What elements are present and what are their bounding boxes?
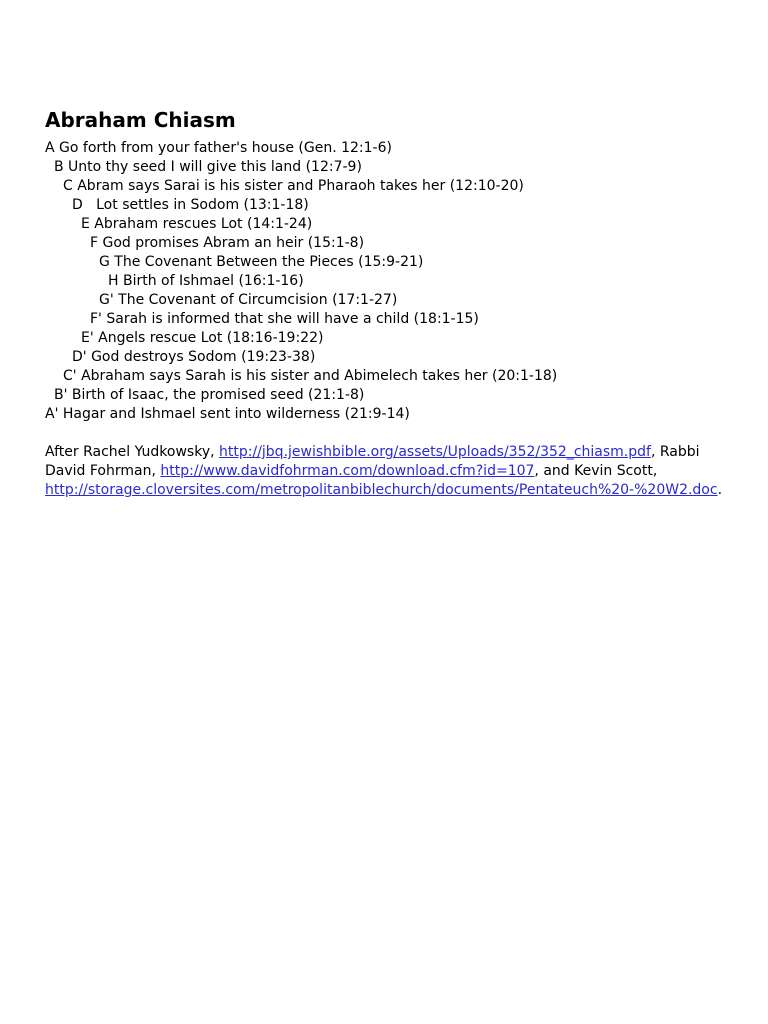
outline-line: A Go forth from your father's house (Gen. 12:1-6) [45,140,392,156]
credits-suffix: . [717,482,723,498]
credits-prefix: After Rachel Yudkowsky, [45,444,220,460]
outline-line: B Unto thy seed I will give this land (12:7-9) [54,159,362,175]
link-jbq-chiasm-pdf[interactable]: http://jbq.jewishbible.org/assets/Uploads/352/352_chiasm.pdf [219,444,651,460]
outline-line: F' Sarah is informed that she will have a child (18:1-15) [90,311,479,327]
chiasm-outline [45,139,724,424]
outline-line: C' Abraham says Sarah is his sister and Abimelech takes her (20:1-18) [63,368,558,384]
credits-mid-2: , and Kevin Scott, [534,463,658,479]
outline-line: A' Hagar and Ishmael sent into wilderness (21:9-14) [45,406,410,422]
outline-line: G' The Covenant of Circumcision (17:1-27) [99,292,398,308]
outline-line: B' Birth of Isaac, the promised seed (21:1-8) [54,387,365,403]
credits-mid-1: , Rabbi David Fohrman, [45,444,700,479]
outline-line: F God promises Abram an heir (15:1-8) [90,235,365,251]
outline-line: E' Angels rescue Lot (18:16-19:22) [81,330,324,346]
outline-line: E Abraham rescues Lot (14:1-24) [81,216,313,232]
link-fohrman-download[interactable]: http://www.davidfohrman.com/download.cfm?id=107 [160,463,535,479]
outline-line: G The Covenant Between the Pieces (15:9-21) [99,254,424,270]
outline-line: H Birth of Ishmael (16:1-16) [108,273,304,289]
link-pentateuch-doc[interactable]: http://storage.cloversites.com/metropolitanbiblechurch/documents/Pentateuch%20-%20W2.doc [45,482,718,498]
credits-paragraph [45,443,725,500]
outline-line: D' God destroys Sodom (19:23-38) [72,349,316,365]
outline-line: C Abram says Sarai is his sister and Pharaoh takes her (12:10-20) [63,178,524,194]
document-title: Abraham Chiasm [45,108,236,132]
outline-line: D Lot settles in Sodom (13:1-18) [72,197,309,213]
